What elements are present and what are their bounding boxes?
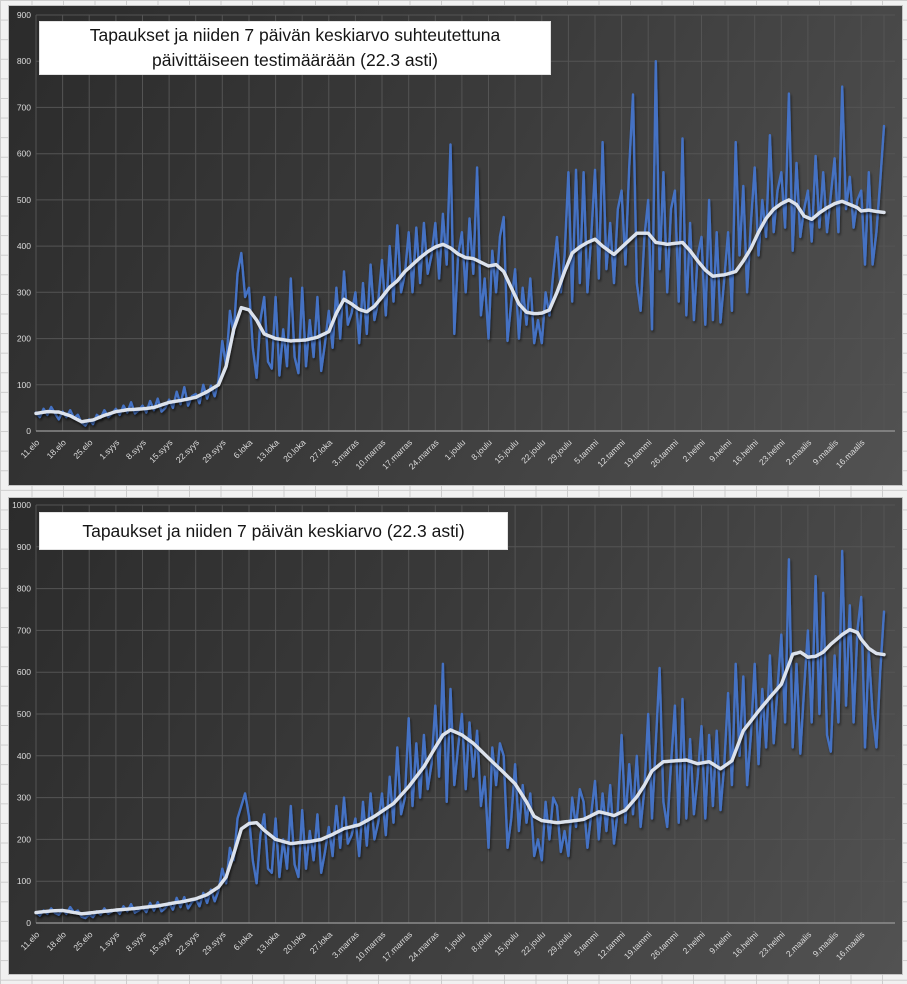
svg-text:27.loka: 27.loka xyxy=(307,437,335,464)
svg-text:0: 0 xyxy=(26,918,31,928)
svg-text:18.elo: 18.elo xyxy=(44,437,69,461)
svg-text:23.helmi: 23.helmi xyxy=(756,929,787,960)
svg-text:5.tammi: 5.tammi xyxy=(571,437,601,466)
svg-text:20.loka: 20.loka xyxy=(281,437,308,464)
svg-text:19.tammi: 19.tammi xyxy=(621,929,654,962)
svg-text:9.maalis: 9.maalis xyxy=(810,929,841,959)
svg-text:200: 200 xyxy=(16,834,31,845)
chart-title-cases-per-tests[interactable] xyxy=(39,21,551,75)
svg-text:16.helmi: 16.helmi xyxy=(730,929,761,960)
svg-text:1.syys: 1.syys xyxy=(97,437,122,462)
x-axis-labels xyxy=(18,437,866,471)
svg-text:500: 500 xyxy=(16,709,31,719)
svg-text:0: 0 xyxy=(26,426,31,436)
svg-text:11.elo: 11.elo xyxy=(18,437,42,461)
svg-text:22.syys: 22.syys xyxy=(173,929,202,957)
svg-text:3.marras: 3.marras xyxy=(330,929,361,961)
chart-title-cases[interactable] xyxy=(39,512,508,550)
svg-text:2.helmi: 2.helmi xyxy=(680,929,707,956)
svg-text:200: 200 xyxy=(16,333,31,344)
svg-text:900: 900 xyxy=(16,541,31,552)
svg-text:9.helmi: 9.helmi xyxy=(707,929,734,956)
svg-text:400: 400 xyxy=(16,241,31,252)
svg-text:15.syys: 15.syys xyxy=(147,437,175,465)
svg-text:700: 700 xyxy=(16,102,31,113)
svg-text:2.maalis: 2.maalis xyxy=(783,929,814,959)
y-axis-labels xyxy=(17,10,31,436)
svg-text:500: 500 xyxy=(16,194,31,205)
svg-text:25.elo: 25.elo xyxy=(71,437,95,461)
svg-text:15.joulu: 15.joulu xyxy=(492,929,521,958)
svg-text:12.tammi: 12.tammi xyxy=(595,437,628,470)
svg-text:8.syys: 8.syys xyxy=(123,437,148,462)
svg-text:1.joulu: 1.joulu xyxy=(442,929,468,955)
svg-text:12.tammi: 12.tammi xyxy=(595,929,628,962)
svg-text:29.joulu: 29.joulu xyxy=(545,437,574,466)
svg-text:300: 300 xyxy=(16,287,31,298)
plot-area-cases xyxy=(9,498,902,974)
svg-text:16.helmi: 16.helmi xyxy=(730,437,761,468)
svg-text:19.tammi: 19.tammi xyxy=(621,437,654,470)
gridlines xyxy=(36,505,895,923)
svg-text:13.loka: 13.loka xyxy=(254,929,282,956)
svg-text:17.marras: 17.marras xyxy=(379,929,415,964)
chart-cases[interactable] xyxy=(8,497,903,975)
svg-text:10.marras: 10.marras xyxy=(353,437,388,472)
svg-text:600: 600 xyxy=(16,667,31,678)
svg-text:16.maalis: 16.maalis xyxy=(833,437,867,471)
svg-text:29.syys: 29.syys xyxy=(200,929,228,957)
svg-text:9.maalis: 9.maalis xyxy=(810,437,841,467)
svg-text:8.joulu: 8.joulu xyxy=(469,929,494,955)
svg-text:27.loka: 27.loka xyxy=(307,929,335,956)
svg-text:1.joulu: 1.joulu xyxy=(442,437,468,463)
svg-text:10.marras: 10.marras xyxy=(353,929,388,964)
svg-text:16.maalis: 16.maalis xyxy=(833,929,867,963)
svg-text:6.loka: 6.loka xyxy=(231,437,255,461)
svg-text:23.helmi: 23.helmi xyxy=(756,437,787,468)
svg-text:22.joulu: 22.joulu xyxy=(519,929,548,958)
svg-text:300: 300 xyxy=(16,792,31,803)
svg-text:8.syys: 8.syys xyxy=(123,929,148,954)
svg-text:26.tammi: 26.tammi xyxy=(648,929,681,962)
svg-text:1000: 1000 xyxy=(12,500,31,510)
svg-text:5.tammi: 5.tammi xyxy=(571,929,601,958)
svg-text:800: 800 xyxy=(16,583,31,594)
y-axis-labels xyxy=(12,500,31,928)
svg-text:9.helmi: 9.helmi xyxy=(707,437,734,464)
svg-text:29.joulu: 29.joulu xyxy=(545,929,574,958)
svg-text:29.syys: 29.syys xyxy=(200,437,228,465)
svg-text:22.joulu: 22.joulu xyxy=(519,437,548,466)
svg-text:18.elo: 18.elo xyxy=(44,929,69,953)
svg-text:600: 600 xyxy=(16,148,31,159)
daily-cases-line[interactable] xyxy=(36,61,884,425)
svg-text:8.joulu: 8.joulu xyxy=(469,437,494,463)
svg-text:700: 700 xyxy=(16,625,31,636)
svg-text:100: 100 xyxy=(16,379,31,390)
x-axis-labels xyxy=(18,929,866,963)
chart-title-text: Tapaukset ja niiden 7 päivän keskiarvo (22.3 asti) xyxy=(82,520,465,541)
svg-text:400: 400 xyxy=(16,750,31,761)
svg-text:2.maalis: 2.maalis xyxy=(783,437,814,467)
svg-text:900: 900 xyxy=(16,10,31,20)
svg-text:15.joulu: 15.joulu xyxy=(492,437,521,466)
svg-text:13.loka: 13.loka xyxy=(254,437,282,464)
svg-text:800: 800 xyxy=(16,56,31,67)
svg-text:11.elo: 11.elo xyxy=(18,929,42,953)
svg-text:20.loka: 20.loka xyxy=(281,929,308,956)
svg-text:24.marras: 24.marras xyxy=(406,437,441,472)
plot-area-cases-per-tests xyxy=(9,6,902,485)
svg-text:3.marras: 3.marras xyxy=(330,437,361,469)
svg-text:22.syys: 22.syys xyxy=(173,437,202,465)
svg-text:1.syys: 1.syys xyxy=(97,929,122,954)
svg-text:26.tammi: 26.tammi xyxy=(648,437,681,470)
svg-text:15.syys: 15.syys xyxy=(147,929,175,957)
svg-text:2.helmi: 2.helmi xyxy=(680,437,707,464)
svg-text:25.elo: 25.elo xyxy=(71,929,95,953)
svg-text:17.marras: 17.marras xyxy=(379,437,415,472)
seven-day-average-line[interactable] xyxy=(36,200,884,422)
svg-text:100: 100 xyxy=(16,876,31,887)
svg-text:24.marras: 24.marras xyxy=(406,929,441,964)
svg-text:6.loka: 6.loka xyxy=(231,929,255,953)
chart-cases-per-tests[interactable] xyxy=(8,5,903,486)
chart-title-text: Tapaukset ja niiden 7 päivän keskiarvo suhteutettuna päivittäiseen testimäärään (22.3 asti) xyxy=(89,25,501,70)
